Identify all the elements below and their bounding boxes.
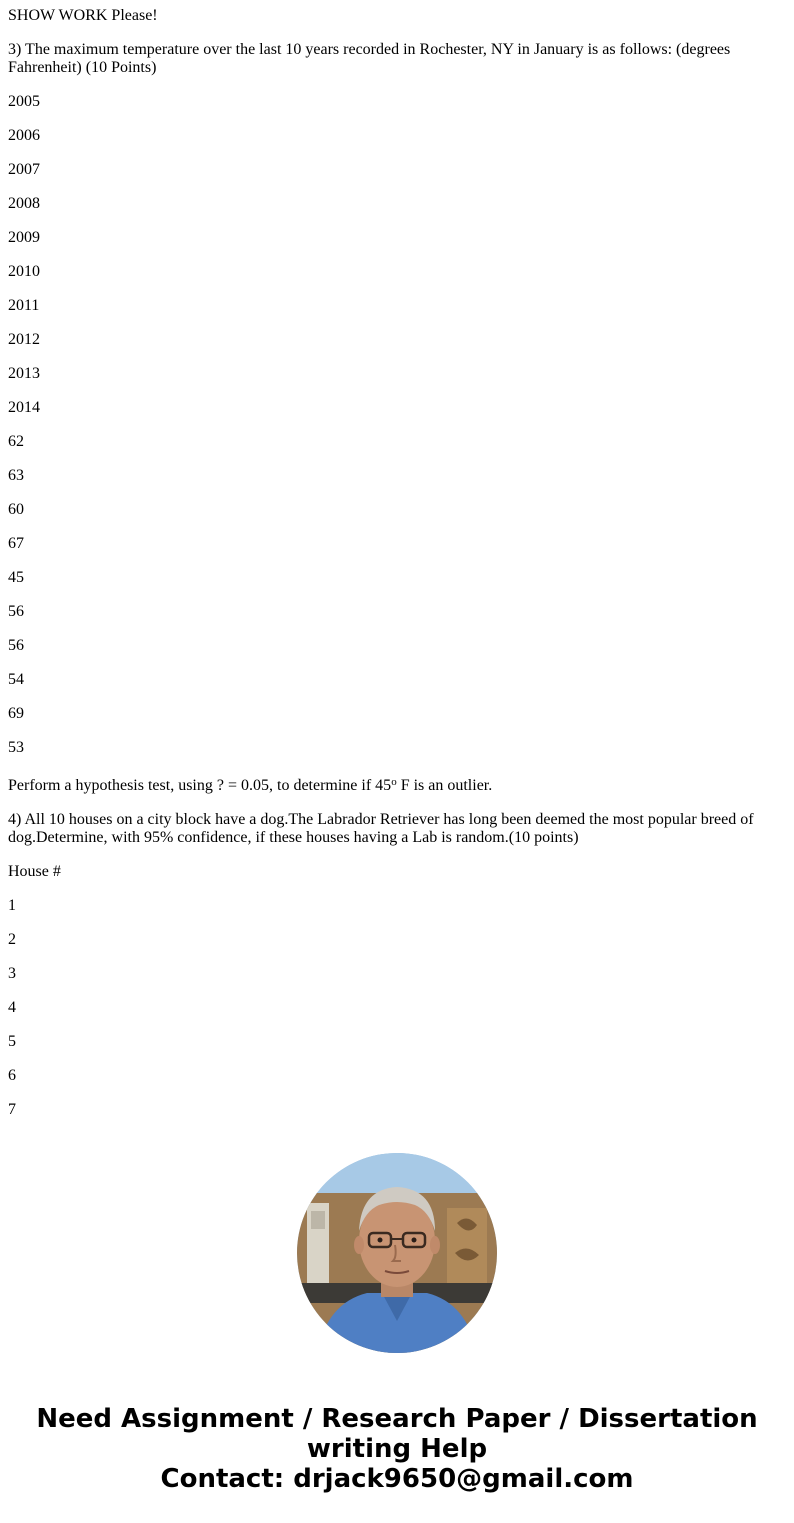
footer-contact-banner xyxy=(0,1404,794,1494)
house-item: 4 xyxy=(8,999,16,1016)
temperature-item: 63 xyxy=(8,467,24,484)
year-item: 2007 xyxy=(8,161,40,178)
instruction-text-after: F is an outlier. xyxy=(396,777,493,794)
year-item: 2009 xyxy=(8,229,40,246)
temperature-item: 69 xyxy=(8,705,24,722)
house-item: 3 xyxy=(8,965,16,982)
house-item: 5 xyxy=(8,1033,16,1050)
year-item: 2014 xyxy=(8,399,40,416)
avatar xyxy=(297,1153,497,1353)
degree-superscript: o xyxy=(391,776,397,788)
year-item: 2010 xyxy=(8,263,40,280)
footer-line-1: Need Assignment / Research Paper / Dissertation xyxy=(36,1404,758,1434)
footer-line-3: Contact: drjack9650@gmail.com xyxy=(160,1464,634,1494)
year-item: 2012 xyxy=(8,331,40,348)
house-item: 7 xyxy=(8,1101,16,1118)
year-item: 2005 xyxy=(8,93,40,110)
question-3-text: 3) The maximum temperature over the last 10 years recorded in Rochester, NY in January is as follows: (degrees Fahrenheit) (10 Points) xyxy=(8,41,731,76)
instruction-text-before: Perform a hypothesis test, using ? = 0.05, to determine if 45 xyxy=(8,777,392,794)
year-item: 2011 xyxy=(8,297,40,314)
house-column-header: House # xyxy=(8,863,61,880)
temperature-item: 56 xyxy=(8,637,24,654)
year-item: 2006 xyxy=(8,127,40,144)
house-item: 1 xyxy=(8,897,16,914)
temperature-item: 54 xyxy=(8,671,24,688)
temperature-item: 62 xyxy=(8,433,24,450)
temperature-item: 56 xyxy=(8,603,24,620)
temperature-item: 60 xyxy=(8,501,24,518)
temperature-item: 53 xyxy=(8,739,24,756)
house-item: 6 xyxy=(8,1067,16,1084)
question-4-text: 4) All 10 houses on a city block have a dog.The Labrador Retriever has long been deemed the most popular breed of dog.Determine, with 95% confidence, if these houses having a Lab is random.(10 points) xyxy=(8,811,754,846)
temperature-item: 45 xyxy=(8,569,24,586)
house-item: 2 xyxy=(8,931,16,948)
year-item: 2008 xyxy=(8,195,40,212)
temperature-item: 67 xyxy=(8,535,24,552)
year-item: 2013 xyxy=(8,365,40,382)
person-portrait-icon xyxy=(297,1153,497,1353)
footer-line-2: writing Help xyxy=(306,1434,488,1464)
document-header: SHOW WORK Please! xyxy=(8,7,158,24)
question-3-instruction xyxy=(8,777,786,795)
